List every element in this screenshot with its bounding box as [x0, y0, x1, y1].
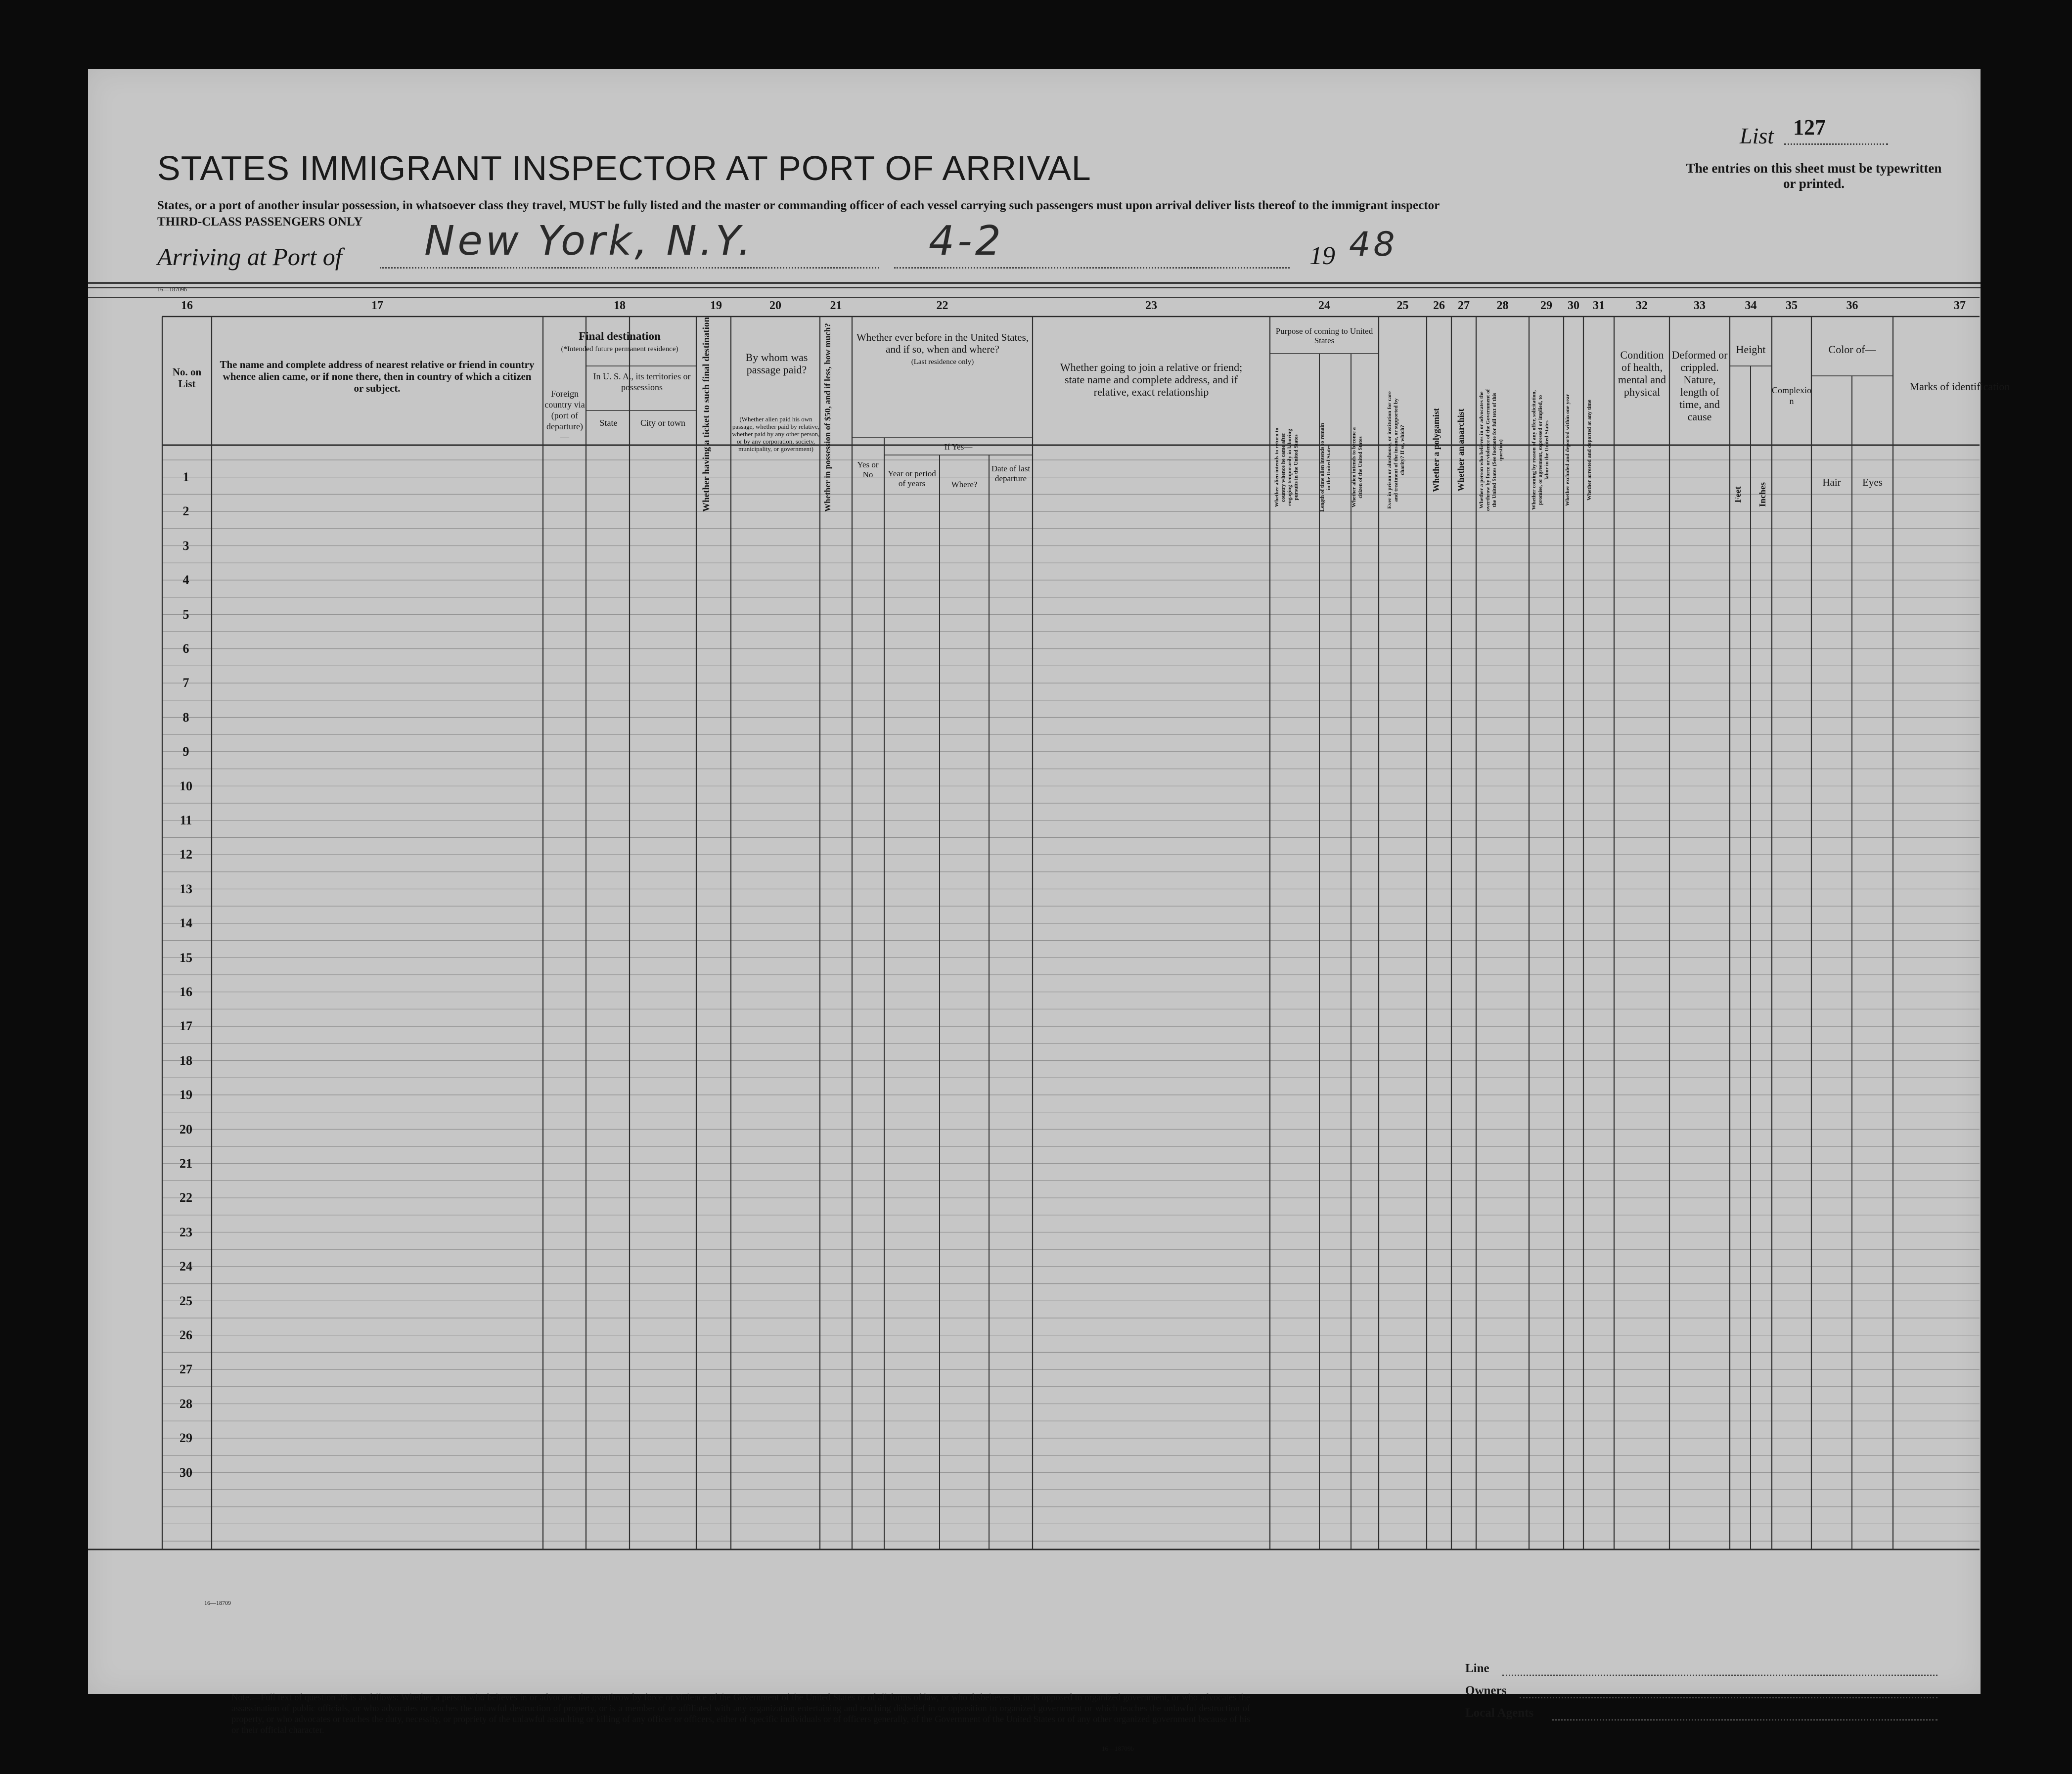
- column-number: 26: [1433, 299, 1445, 312]
- header-foreign-country: Foreign country via (port of departure)—: [544, 389, 585, 442]
- manifest-sheet: [88, 69, 2010, 1752]
- column-number: 21: [830, 299, 842, 312]
- form-code: 16—18709: [204, 1599, 231, 1606]
- header-ever-before-sub: (Last residence only): [911, 358, 974, 366]
- header-excluded: Whether excluded and deported within one year: [1565, 394, 1571, 506]
- row-number: 18: [180, 1053, 192, 1068]
- column-number: 32: [1636, 299, 1648, 312]
- header-arrested: Whether arrested and deported at any time: [1586, 400, 1592, 500]
- row-number: 13: [180, 881, 192, 896]
- column-number: 18: [614, 299, 626, 312]
- row-number: 6: [182, 641, 189, 656]
- column-number: 34: [1745, 299, 1757, 312]
- typewritten-note: The entries on this sheet must be typewritten or printed.: [1686, 161, 1942, 191]
- row-number: 12: [180, 847, 192, 862]
- owners-label: Owners: [1465, 1684, 1507, 1697]
- header-labor-offer: Whether coming by reason of any offer, solicitation, promise, or agreement, expressed or implied, to labor in the United States: [1531, 390, 1550, 510]
- header-year-period: Year or period of years: [888, 469, 936, 488]
- row-number: 25: [180, 1293, 192, 1308]
- header-where: Where?: [951, 480, 978, 489]
- header-inches: Inches: [1757, 482, 1767, 507]
- column-number: 27: [1458, 299, 1470, 312]
- year-handwritten: 48: [1349, 225, 1398, 264]
- row-number: 24: [180, 1259, 192, 1274]
- form-code: 16—18709b: [157, 286, 187, 293]
- header-passage-paid-sub: (Whether alien paid his own passage, whether paid by relative, whether paid by any other person, or by any corporation, society, municipality, or government): [732, 415, 820, 453]
- header-final-destination-sub: (*Intended future permanent residence): [561, 345, 678, 353]
- header-passage-paid: By whom was passage paid?: [745, 351, 808, 376]
- row-number: 8: [182, 710, 189, 725]
- header-ticket: Whether having a ticket to such final destination: [701, 317, 712, 512]
- row-number: 17: [180, 1019, 192, 1034]
- row-number: 28: [180, 1396, 192, 1411]
- header-anarchist: Whether an anarchist: [1456, 409, 1466, 492]
- footnote-code: 16—18709b: [1102, 1745, 1134, 1752]
- row-number: 20: [180, 1122, 192, 1137]
- header-no-on-list: No. on List: [172, 366, 202, 390]
- header-prison: Ever in prison or almshouse, or institution for care and treatment of the insane, or supported by charity? If so, which?: [1387, 391, 1405, 509]
- header-in-usa: In U. S. A., its territories or possessions: [593, 371, 691, 392]
- column-number: 37: [1954, 299, 1966, 312]
- header-city: City or town: [640, 418, 685, 428]
- row-number: 2: [182, 504, 189, 519]
- row-number: 3: [182, 538, 189, 553]
- header-marks: Marks of identification: [1909, 380, 2010, 393]
- header-polygamist: Whether a polygamist: [1431, 408, 1441, 492]
- header-final-destination: Final destination: [579, 330, 661, 342]
- column-number: 22: [936, 299, 948, 312]
- row-number: 29: [180, 1431, 192, 1446]
- row-number: 7: [182, 676, 189, 690]
- local-agents-label: Local Agents: [1465, 1706, 1534, 1720]
- column-number: 36: [1846, 299, 1858, 312]
- row-number: 27: [180, 1362, 192, 1377]
- column-number: 23: [1145, 299, 1157, 312]
- row-number: 10: [180, 778, 192, 793]
- column-number: 19: [710, 299, 722, 312]
- column-number: 20: [769, 299, 781, 312]
- row-number: 1: [182, 470, 189, 484]
- row-number: 14: [180, 916, 192, 931]
- column-number: 28: [1496, 299, 1509, 312]
- local-agents-field[interactable]: [1552, 1719, 1937, 1721]
- header-complexion: Complexion: [1772, 385, 1811, 406]
- column-number: 16: [181, 299, 193, 312]
- date-handwritten: 4-2: [929, 218, 1004, 265]
- header-fifty-dollars: Whether in possession of $50, and if less, how much?: [823, 323, 832, 512]
- row-number: 5: [182, 607, 189, 622]
- arriving-label: Arriving at Port of: [157, 243, 342, 271]
- header-feet: Feet: [1733, 486, 1743, 503]
- row-number: 15: [180, 950, 192, 965]
- header-color-of: Color of—: [1828, 343, 1876, 356]
- row-number: 19: [180, 1088, 192, 1102]
- row-number: 21: [180, 1156, 192, 1171]
- row-number: 9: [182, 744, 189, 759]
- header-purpose: Purpose of coming to United States: [1275, 326, 1373, 345]
- header-state: State: [599, 418, 618, 428]
- year-prefix: 19: [1309, 242, 1335, 270]
- instruction-line-2: THIRD-CLASS PASSENGERS ONLY: [157, 215, 363, 228]
- header-nearest-relative: The name and complete address of nearest relative or friend in country whence alien came, or if none there, then in country of which a citizen or subject.: [220, 359, 535, 394]
- owners-field[interactable]: [1520, 1697, 1937, 1698]
- column-number: 17: [371, 299, 383, 312]
- column-number: 30: [1568, 299, 1579, 312]
- page-title: STATES IMMIGRANT INSPECTOR AT PORT OF ARRIVAL: [157, 149, 1091, 187]
- row-number: 30: [180, 1465, 192, 1480]
- row-number: 23: [180, 1225, 192, 1239]
- list-label: List: [1740, 123, 1774, 148]
- header-deformed: Deformed or crippled. Nature, length of time, and cause: [1671, 349, 1728, 423]
- header-eyes: Eyes: [1862, 476, 1883, 488]
- header-overthrow: Whether a person who believes in or advocates the overthrow by force or violence of the Government of the United States (See footnote for full text of this question): [1479, 389, 1504, 511]
- column-number: 33: [1694, 299, 1706, 312]
- list-number: 127: [1793, 115, 1826, 139]
- header-purpose-citizen: Whether alien intends to become a citizen of the United States: [1351, 427, 1363, 508]
- header-purpose-return: Whether alien intends to return to country whence he came after engaging temporarily in laboring pursuits in the United States: [1274, 427, 1299, 507]
- line-label: Line: [1465, 1662, 1489, 1675]
- header-ever-before: Whether ever before in the United States, and if so, when and where?: [856, 331, 1029, 355]
- column-number: 25: [1396, 299, 1409, 312]
- column-number: 24: [1318, 299, 1330, 312]
- header-condition: Condition of health, mental and physical: [1618, 349, 1667, 398]
- header-join-relative: Whether going to join a relative or friend; state name and complete address, and if relative, exact relationship: [1060, 361, 1243, 398]
- column-number: 31: [1593, 299, 1605, 312]
- row-number: 22: [180, 1190, 192, 1205]
- header-hair: Hair: [1822, 476, 1841, 488]
- row-number: 16: [180, 985, 192, 999]
- row-number: 4: [182, 573, 189, 588]
- footnote: Note.—Full text of question 28 is as follows: Whether a person who believes in or advocates the overthrow by force or violence of the Government of the United States or of all forms of law, or who disbelieves in or is opposed to organized government, or who advocates the assassination of public officials, or who advocates or teaches the unlawful destruction of property, or is a member of or affiliated with any organization entertaining and teaching disbelief in or opposition to organized government or which teaches the unlawful destruction of property, or who advocates or teaches the duty, necessity, or propriety of the unlawful assaulting or killing of any officer or officers, either of specific individuals or of officers generally, of the Government of the United States or of any other organized government because of his or their official character.: [231, 1693, 1250, 1735]
- column-number: 29: [1540, 299, 1552, 312]
- form-grid: [88, 69, 1981, 1694]
- header-if-yes: If Yes—: [944, 442, 973, 452]
- row-number: 11: [180, 813, 192, 827]
- line-field[interactable]: [1502, 1675, 1937, 1676]
- header-yes-or-no: Yes or No: [857, 460, 879, 479]
- header-purpose-length: Length of time alien intends to remain in the United States: [1319, 423, 1332, 512]
- row-number: 26: [180, 1328, 192, 1342]
- header-height: Height: [1736, 343, 1766, 356]
- column-number: 35: [1786, 299, 1798, 312]
- instruction-line-1: States, or a port of another insular possession, in whatsoever class they travel, MUST be fully listed and the master or commanding officer of each vessel carrying such passengers must upon arrival deliver lists thereof to the immigrant inspector: [157, 199, 1440, 212]
- port-handwritten: New York, N.Y.: [424, 218, 754, 265]
- header-date-departure: Date of last departure: [991, 464, 1031, 483]
